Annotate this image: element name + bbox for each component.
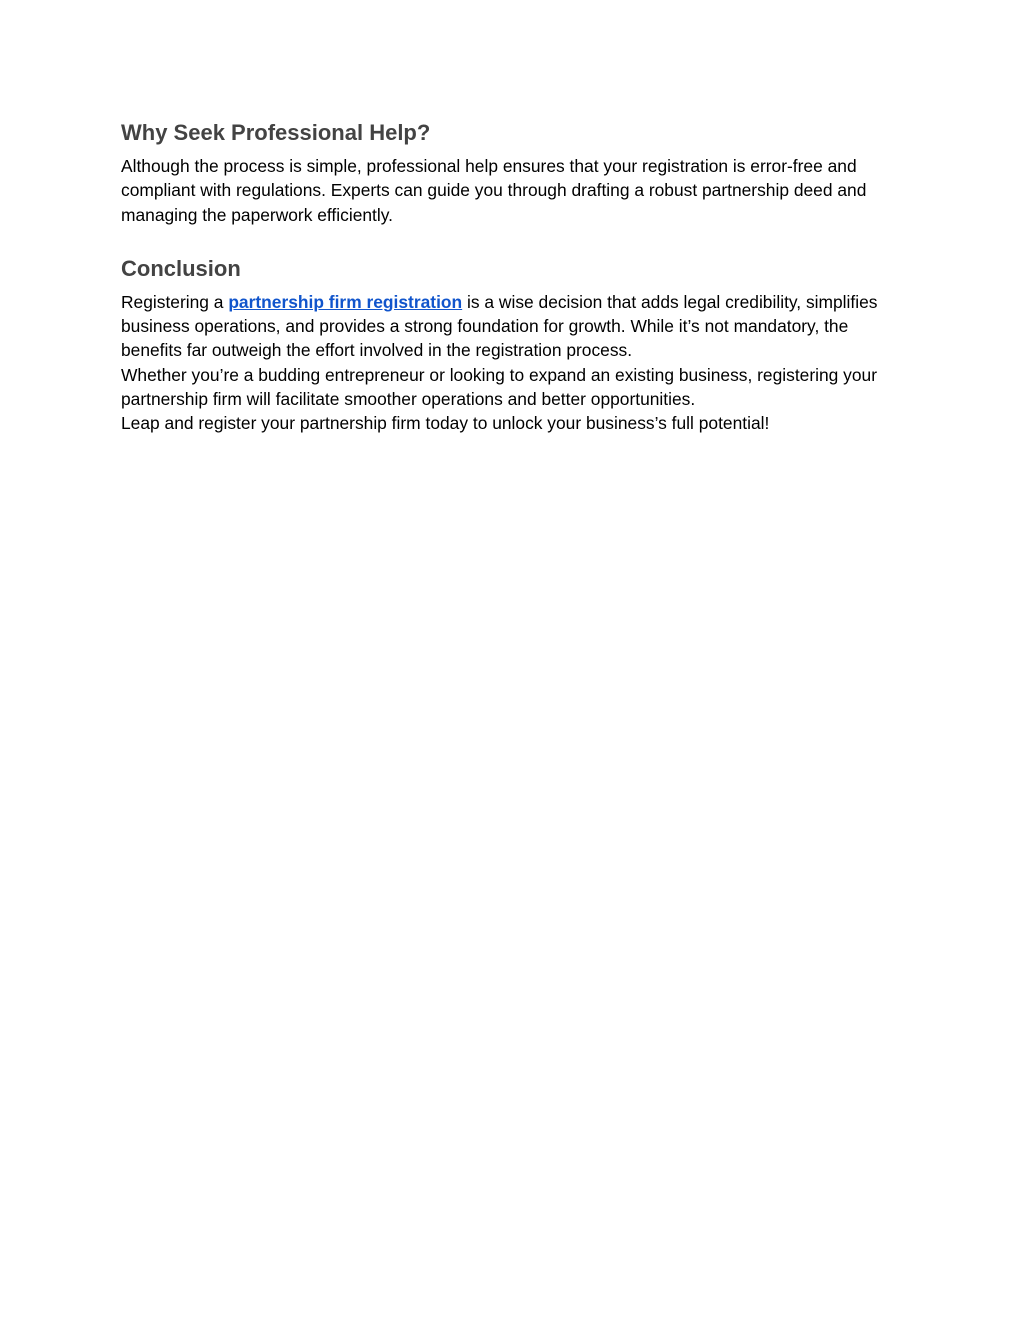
- section-heading-conclusion: Conclusion: [121, 255, 241, 281]
- document-page: [121, 118, 911, 436]
- section-spacer: [121, 227, 911, 254]
- conclusion-text-before-link: Registering a: [121, 291, 229, 312]
- conclusion-paragraph-3: Leap and register your partnership firm today to unlock your business’s full potential!: [121, 413, 770, 434]
- section-heading-professional-help: Why Seek Professional Help?: [121, 120, 431, 145]
- conclusion-paragraph-2: Whether you’re a budding entrepreneur or looking to expand an existing business, registering your partnership firm will facilitate smoother operations and better opportunities.: [121, 364, 877, 410]
- conclusion-paragraph-1: [121, 290, 911, 363]
- partnership-firm-registration-link[interactable]: partnership firm registration: [228, 291, 463, 312]
- conclusion-text-after-link: is a wise decision that adds legal credibility, simplifies business operations, and provides a strong foundation for growth. While it’s not mandatory, the benefits far outweigh the effort involved in the registration process.: [121, 291, 878, 361]
- professional-help-paragraph: Although the process is simple, professional help ensures that your registration is error-free and compliant with regulations. Experts can guide you through drafting a robust partnership deed and managing the paperwork efficiently.: [121, 156, 867, 225]
